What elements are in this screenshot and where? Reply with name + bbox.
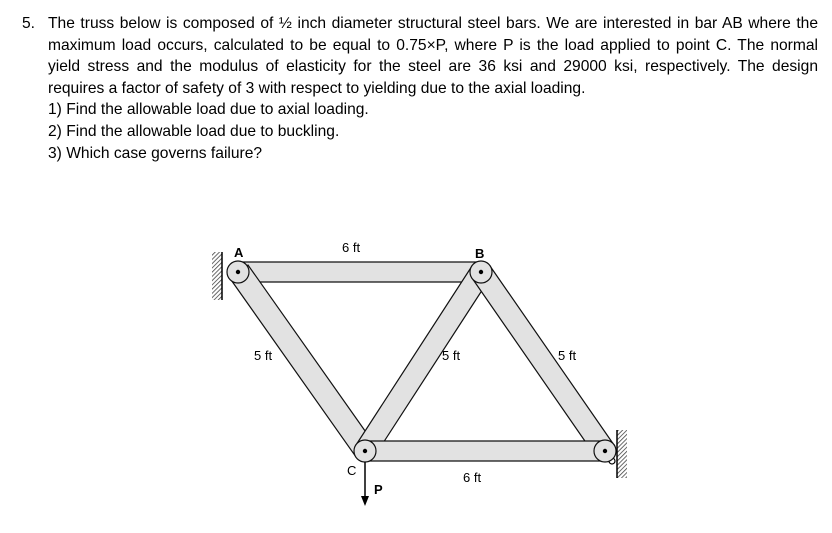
dim-bottom: 6 ft (463, 470, 482, 485)
node-label-c: C (347, 463, 357, 478)
question-3: 3) Which case governs failure? (48, 144, 263, 162)
dim-right: 5 ft (558, 348, 577, 363)
question-1: 1) Find the allowable load due to axial loading. (48, 101, 369, 119)
node-label-b: B (475, 246, 485, 261)
load-label-p: P (374, 482, 383, 497)
node-label-a: A (234, 245, 244, 260)
problem-statement: The truss below is composed of ½ inch diameter structural steel bars. We are interested in bar AB where the maximum load occurs, calculated to be equal to 0.75×P, where P is the load applied to point C. The normal yield stress and the modulus of elasticity for the steel are 36 ksi and 29000 ksi, respectively. The design requires a factor of safety of 3 with respect to yielding due to the axial loading. (48, 15, 818, 97)
dim-top: 6 ft (342, 240, 361, 255)
problem-number: 5. (22, 15, 36, 32)
bar-cd (365, 441, 605, 461)
dim-left: 5 ft (254, 348, 273, 363)
load-arrow-p (361, 462, 369, 506)
bar-bc (356, 266, 490, 457)
bar-bd (472, 266, 614, 457)
question-2: 2) Find the allowable load due to buckling. (48, 122, 340, 140)
dim-middle: 5 ft (442, 348, 461, 363)
bar-ac (229, 265, 375, 457)
bar-ab (237, 262, 481, 282)
fixed-support-a (212, 252, 222, 300)
